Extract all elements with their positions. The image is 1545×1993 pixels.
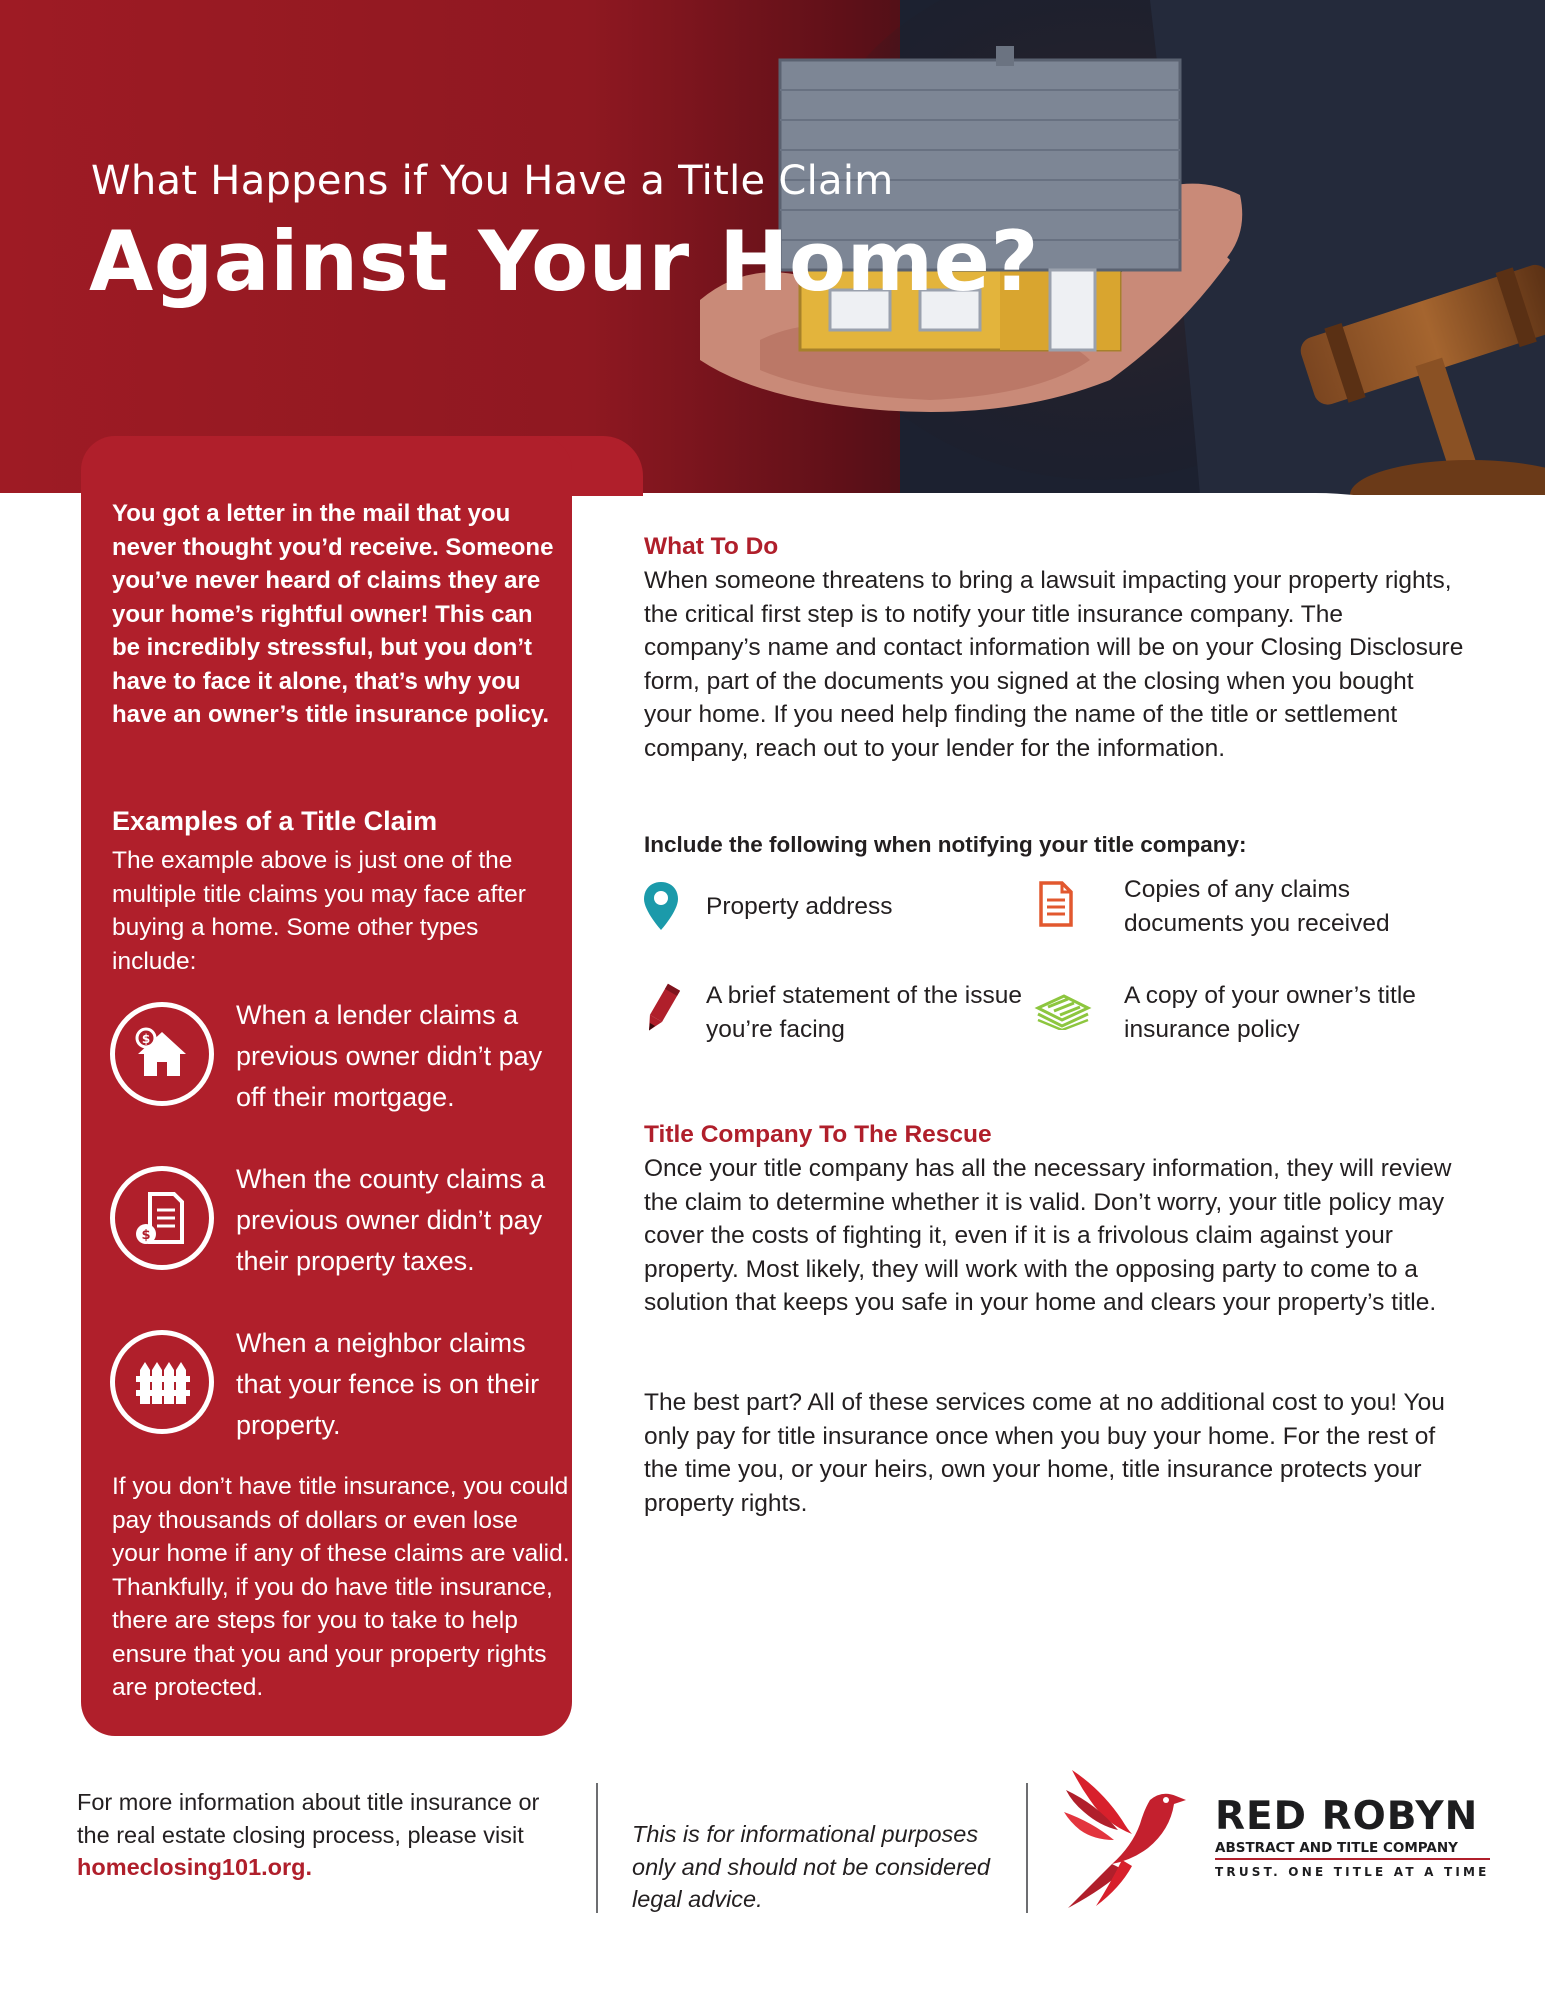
location-pin-icon	[642, 880, 680, 932]
footer-divider	[1026, 1783, 1028, 1913]
claim-item-county	[110, 1166, 570, 1286]
best-part-text: The best part? All of these services come at no additional cost to you! You only pay for title insurance once when you buy your home. For the rest of the time you, or your heirs, own your home, title insurance protects your property rights.	[644, 1389, 1445, 1517]
tax-document-icon	[110, 1166, 214, 1270]
hero-kicker: What Happens if You Have a Title Claim	[91, 158, 894, 204]
pencil-icon	[642, 980, 682, 1036]
footer-info-text: For more information about title insurance or the real estate closing process, please visit	[77, 1789, 540, 1848]
document-icon	[1038, 880, 1074, 928]
claim-item-neighbor	[110, 1330, 570, 1450]
intro-text: You got a letter in the mail that you never thought you’d receive. Someone you’ve never heard of claims they are your home’s rightful owner! This can be incredibly stressful, but you don’t have to face it alone, that’s why you have an owner’s title insurance policy.	[112, 500, 554, 728]
footer-divider	[596, 1783, 598, 1913]
examples-heading: Examples of a Title Claim	[112, 806, 438, 836]
claim-text: When a neighbor claims that your fence is on their property.	[236, 1328, 540, 1440]
examples-text: The example above is just one of the multiple title claims you may face after buying a home. Some other types include:	[112, 847, 526, 975]
claim-text: When the county claims a previous owner didn’t pay their property taxes.	[236, 1164, 546, 1276]
rescue-text: Once your title company has all the necessary information, they will review the claim to determine whether it is valid. Don’t worry, your title policy may cover the costs of fighting it, even if it is a frivolous claim against your property. Most likely, they will work with the opposing party to come to a solution that keeps you safe in your home and clears your property’s title.	[644, 1155, 1452, 1316]
homeclosing-link[interactable]: homeclosing101.org.	[77, 1854, 313, 1880]
outro-text: If you don’t have title insurance, you could pay thousands of dollars or even lose your home if any of these claims are valid. Thankfully, if you do have title insurance, there are steps for you to take to help ensure that you and your property rights are protected.	[112, 1473, 570, 1701]
include-item-address: Property address	[706, 893, 893, 920]
include-heading: Include the following when notifying your title company:	[644, 832, 1247, 857]
fence-icon	[110, 1330, 214, 1434]
hero-banner	[0, 0, 1545, 495]
svg-text:$: $	[141, 1228, 151, 1243]
what-to-do-heading: What To Do	[644, 533, 779, 560]
what-to-do-text: When someone threatens to bring a lawsuit impacting your property rights, the critical first step is to notify your title insurance company. The company’s name and contact information will be on your Closing Disclosure form, part of the documents you signed at the closing when you bought your home. If you need help finding the name of the title or settlement company, reach out to your lender for the information.	[644, 567, 1464, 762]
footer-info	[77, 1786, 577, 1884]
include-item-documents: Copies of any claims documents you received	[1124, 876, 1390, 937]
include-item-policy: A copy of your owner’s title insurance policy	[1124, 982, 1416, 1043]
house-dollar-icon	[110, 1002, 214, 1106]
hero-title: Against Your Home?	[89, 213, 1040, 310]
logo-tagline: TRUST. ONE TITLE AT A TIME	[1215, 1865, 1490, 1879]
footer-disclaimer: This is for informational purposes only and should not be considered legal advice.	[632, 1821, 990, 1912]
rescue-heading: Title Company To The Rescue	[644, 1121, 992, 1148]
claim-text: When a lender claims a previous owner didn’t pay off their mortgage.	[236, 1000, 543, 1112]
include-item-statement: A brief statement of the issue you’re facing	[706, 982, 1022, 1043]
svg-text:$: $	[141, 1032, 151, 1046]
papers-stack-icon	[1034, 986, 1092, 1030]
logo-name: RED ROBYN	[1215, 1794, 1479, 1839]
logo-subtitle: ABSTRACT AND TITLE COMPANY	[1215, 1840, 1490, 1860]
red-robyn-bird-logo	[1062, 1760, 1194, 1910]
claim-item-lender	[110, 1002, 570, 1122]
